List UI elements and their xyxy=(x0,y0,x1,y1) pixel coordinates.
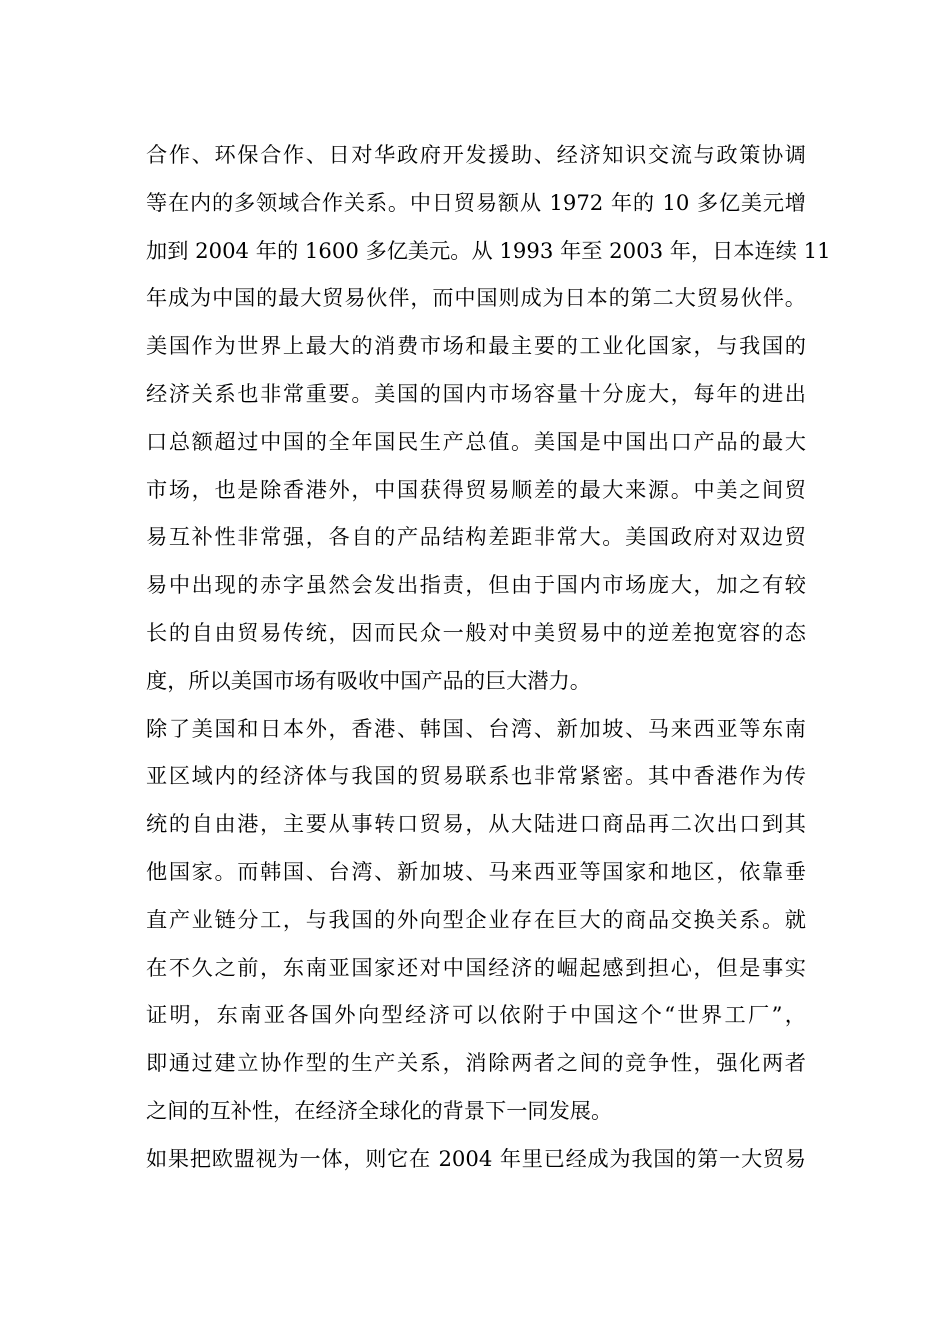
text-line: 易互补性非常强，各自的产品结构差距非常大。美国政府对双边贸 xyxy=(146,524,806,550)
text-line: 等在内的多领域合作关系。中日贸易额从 1972 年的 10 多亿美元增 xyxy=(146,189,806,215)
text-line: 即通过建立协作型的生产关系，消除两者之间的竞争性，强化两者 xyxy=(146,1050,806,1076)
paragraph-last-line: 度，所以美国市场有吸收中国产品的巨大潜力。 xyxy=(146,667,591,693)
text-line: 市场，也是除香港外，中国获得贸易顺差的最大来源。中美之间贸 xyxy=(146,476,806,502)
text-line: 在不久之前，东南亚国家还对中国经济的崛起感到担心，但是事实 xyxy=(146,954,806,980)
text-line: 口总额超过中国的全年国民生产总值。美国是中国出口产品的最大 xyxy=(146,428,806,454)
text-line: 年成为中国的最大贸易伙伴，而中国则成为日本的第二大贸易伙伴。 xyxy=(146,285,806,311)
text-line: 直产业链分工，与我国的外向型企业存在巨大的商品交换关系。就 xyxy=(146,906,806,932)
text-line: 经济关系也非常重要。美国的国内市场容量十分庞大，每年的进出 xyxy=(146,380,806,406)
text-line: 他国家。而韩国、台湾、新加坡、马来西亚等国家和地区，依靠垂 xyxy=(146,858,806,884)
body-text xyxy=(146,131,831,1183)
text-line: 除了美国和日本外，香港、韩国、台湾、新加坡、马来西亚等东南 xyxy=(146,715,806,741)
text-line: 统的自由港，主要从事转口贸易，从大陆进口商品再二次出口到其 xyxy=(146,811,806,837)
text-line: 美国作为世界上最大的消费市场和最主要的工业化国家，与我国的 xyxy=(146,333,806,359)
text-line: 加到 2004 年的 1600 多亿美元。从 1993 年至 2003 年，日本连续 11 xyxy=(146,237,831,263)
text-line: 长的自由贸易传统，因而民众一般对中美贸易中的逆差抱宽容的态 xyxy=(146,619,806,645)
paragraph-last-line: 之间的互补性，在经济全球化的背景下一同发展。 xyxy=(146,1097,613,1123)
text-line: 如果把欧盟视为一体，则它在 2004 年里已经成为我国的第一大贸易 xyxy=(146,1145,806,1171)
text-line: 亚区域内的经济体与我国的贸易联系也非常紧密。其中香港作为传 xyxy=(146,763,806,789)
text-line: 易中出现的赤字虽然会发出指责，但由于国内市场庞大，加之有较 xyxy=(146,572,806,598)
text-line: 证明，东南亚各国外向型经济可以依附于中国这个“世界工厂”， xyxy=(146,1002,806,1028)
text-line: 合作、环保合作、日对华政府开发援助、经济知识交流与政策协调 xyxy=(146,142,806,167)
